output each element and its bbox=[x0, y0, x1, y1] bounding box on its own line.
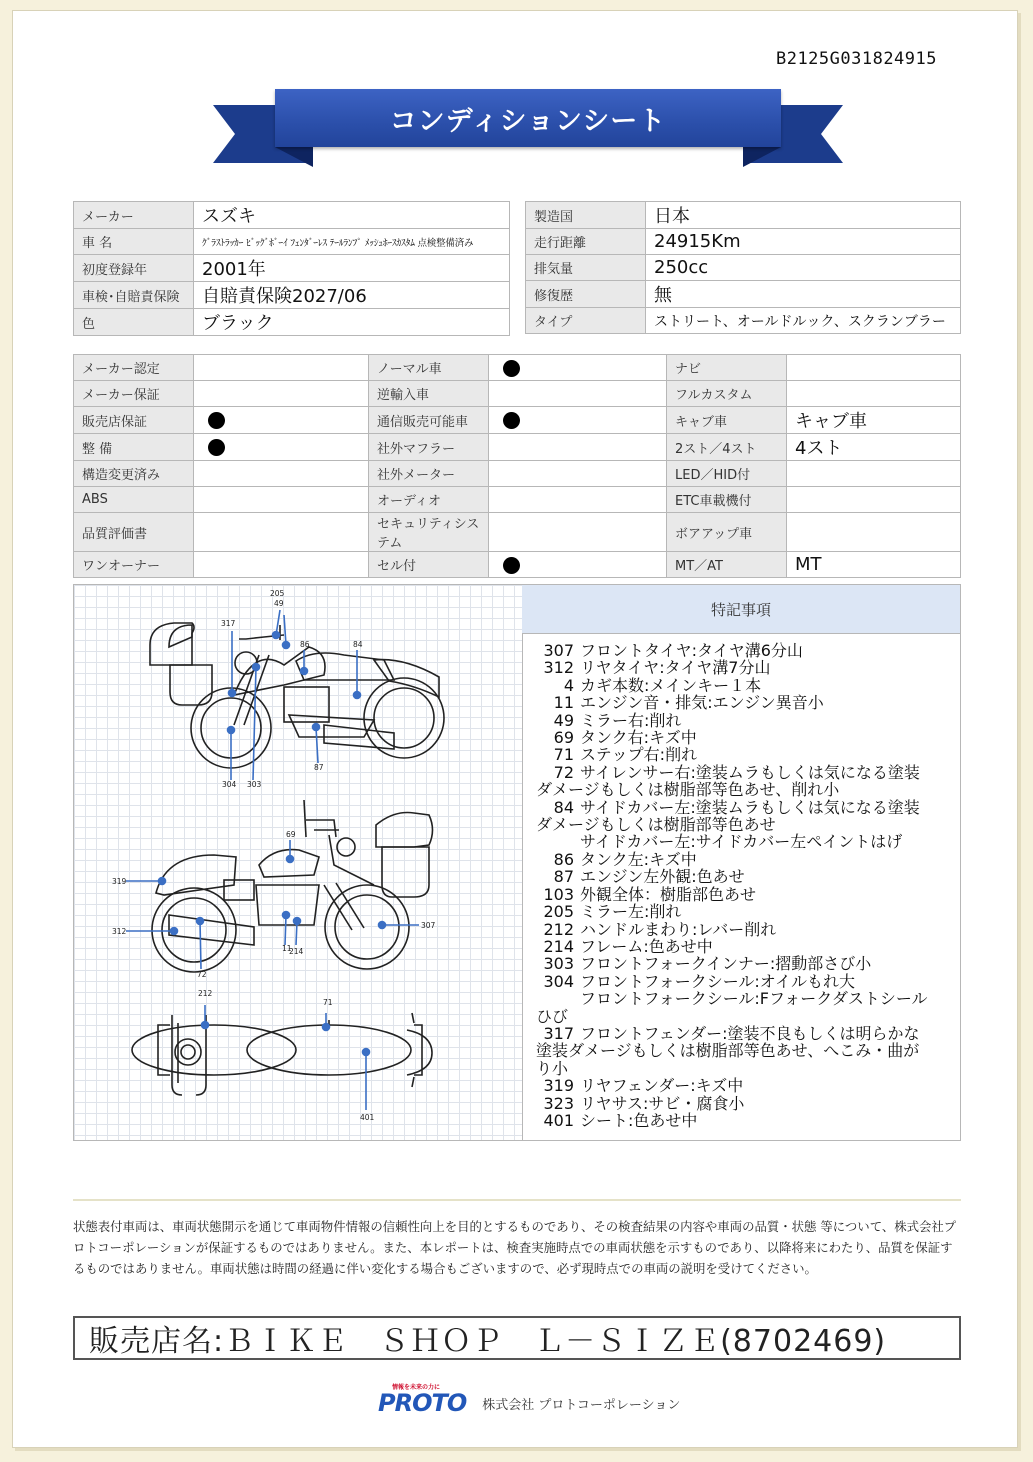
feature-label: ABS bbox=[74, 487, 194, 513]
note-item bbox=[536, 921, 952, 938]
note-text: タンク左:キズ中 bbox=[580, 849, 697, 869]
note-number: 4 bbox=[563, 675, 574, 695]
feature-value bbox=[489, 513, 667, 552]
feature-label: ワンオーナー bbox=[74, 552, 194, 578]
diagram-label-307: 307 bbox=[421, 921, 436, 930]
diagram-label-401: 401 bbox=[360, 1113, 375, 1122]
info-value: 250cc bbox=[646, 255, 961, 281]
notes-heading: 特記事項 bbox=[522, 585, 960, 634]
info-value: 日本 bbox=[646, 202, 961, 229]
note-text: カギ本数:メインキー１本 bbox=[580, 675, 762, 695]
note-text: タンク右:キズ中 bbox=[580, 728, 697, 748]
feature-value bbox=[194, 355, 369, 381]
diagram-label-317: 317 bbox=[221, 619, 236, 628]
note-text: フロントフォークシール:Fフォークダストシール bbox=[580, 989, 928, 1009]
diagram-label-69: 69 bbox=[286, 830, 296, 839]
shop-name: 販売店名:ＢＩＫＥ ＳＨＯＰ Ｌ－ＳＩＺＥ(8702469) bbox=[73, 1316, 961, 1360]
feature-label: LED／HID付 bbox=[667, 461, 787, 487]
info-value: ブラック bbox=[194, 309, 510, 336]
diagram-label-84: 84 bbox=[353, 640, 363, 649]
note-text: サイレンサー右:塗装ムラもしくは気になる塗装 bbox=[580, 762, 920, 782]
diagram-label-49: 49 bbox=[274, 599, 284, 608]
feature-value bbox=[787, 355, 961, 381]
note-item bbox=[536, 677, 952, 694]
note-item bbox=[536, 1112, 952, 1129]
proto-logo: 情報を未来の力に PROTO bbox=[378, 1384, 467, 1417]
info-row bbox=[526, 255, 961, 281]
feature-row bbox=[74, 461, 961, 487]
info-value: 無 bbox=[646, 281, 961, 308]
document-id: B2125G031824915 bbox=[775, 49, 937, 69]
info-label: 初度登録年 bbox=[74, 255, 194, 282]
feature-label: 品質評価書 bbox=[74, 513, 194, 552]
note-item bbox=[536, 1060, 952, 1077]
feature-label: オーディオ bbox=[369, 487, 489, 513]
check-dot-icon bbox=[503, 557, 520, 574]
note-item bbox=[536, 1008, 952, 1025]
diagram-label-212: 212 bbox=[198, 989, 213, 998]
note-text: リヤフェンダー:キズ中 bbox=[580, 1076, 744, 1096]
feature-value bbox=[194, 513, 369, 552]
note-item bbox=[536, 1095, 952, 1112]
note-item bbox=[536, 1042, 952, 1059]
info-value: ｸﾞﾗｽﾄﾗｯｶｰ ﾋﾞｯｸﾞﾎﾞｰｲ ﾌｪﾝﾀﾞｰﾚｽ ﾃｰﾙﾗﾝﾌﾟ ﾒｯｼｭﾎｰｽｶｽﾀﾑ 点検整備済み bbox=[194, 229, 510, 255]
info-label: 修復歴 bbox=[526, 281, 646, 308]
note-item bbox=[536, 990, 952, 1007]
info-row bbox=[526, 202, 961, 229]
note-item bbox=[536, 868, 952, 885]
note-number bbox=[536, 833, 580, 850]
info-value: ストリート、オールドルック、スクランブラー bbox=[646, 308, 961, 334]
check-dot-icon bbox=[503, 360, 520, 377]
diagram-label-86: 86 bbox=[300, 640, 310, 649]
diagram-label-71: 71 bbox=[323, 998, 333, 1007]
note-number: 312 bbox=[543, 658, 574, 678]
note-item bbox=[536, 938, 952, 955]
info-row bbox=[74, 255, 510, 282]
basic-info-left bbox=[73, 201, 510, 336]
note-text: り小 bbox=[536, 1058, 569, 1078]
note-item bbox=[536, 764, 952, 781]
disclaimer: 状態表付車両は、車両状態開示を通じて車両物件情報の信頼性向上を目的とするものであり、その検査結果の内容や車両の品質・状態 等について、株式会社プロトコーポレーションが保証するものではありません。また、本レポートは、検査実施時点での車両状態を示すものであり、以降将来にわたり、品質を保証するものではありません。車両状態は時間の経過に伴い変化する場合もございますので、必ず現時点での車両の説明を受けてください。 bbox=[73, 1219, 957, 1276]
note-text: フロントフェンダー:塗装不良もしくは明らかな bbox=[580, 1023, 920, 1043]
note-item bbox=[536, 729, 952, 746]
note-text: ハンドルまわり:レバー削れ bbox=[580, 919, 777, 939]
note-text: リヤサス:サビ・腐食小 bbox=[580, 1093, 745, 1113]
feature-value bbox=[194, 407, 369, 434]
feature-value bbox=[787, 461, 961, 487]
note-number: 401 bbox=[543, 1110, 574, 1130]
diagram-label-205: 205 bbox=[270, 589, 285, 598]
info-row bbox=[74, 229, 510, 255]
info-row bbox=[526, 308, 961, 334]
feature-label: 社外メーター bbox=[369, 461, 489, 487]
feature-label: MT／AT bbox=[667, 552, 787, 578]
feature-label: セキュリティシステム bbox=[369, 513, 489, 552]
feature-label: 整 備 bbox=[74, 434, 194, 461]
note-text: ダメージもしくは樹脂部等色あせ、削れ小 bbox=[536, 780, 840, 800]
feature-label: ボアアップ車 bbox=[667, 513, 787, 552]
note-text: ミラー右:削れ bbox=[580, 710, 682, 730]
note-number: 84 bbox=[553, 797, 574, 817]
note-item bbox=[536, 903, 952, 920]
feature-row bbox=[74, 434, 961, 461]
feature-row bbox=[74, 487, 961, 513]
divider bbox=[73, 1199, 961, 1201]
info-value: スズキ bbox=[194, 202, 510, 229]
feature-label: フルカスタム bbox=[667, 381, 787, 407]
feature-row bbox=[74, 381, 961, 407]
check-dot-icon bbox=[208, 439, 225, 456]
note-text: フロントタイヤ:タイヤ溝6分山 bbox=[580, 641, 803, 660]
note-item bbox=[536, 1025, 952, 1042]
note-text: エンジン左外観:色あせ bbox=[580, 867, 745, 887]
note-text: サイドカバー左:サイドカバー左ペイントはげ bbox=[580, 832, 903, 852]
info-label: 走行距離 bbox=[526, 229, 646, 255]
note-item bbox=[536, 1077, 952, 1094]
info-label: タイプ bbox=[526, 308, 646, 334]
note-number: 319 bbox=[543, 1076, 574, 1096]
feature-label: 逆輸入車 bbox=[369, 381, 489, 407]
feature-value bbox=[489, 461, 667, 487]
feature-value bbox=[489, 381, 667, 407]
info-label: 車検･自賠責保険 bbox=[74, 282, 194, 309]
note-item bbox=[536, 955, 952, 972]
note-text: フロントフォークインナー:摺動部さび小 bbox=[580, 954, 872, 974]
info-label: 色 bbox=[74, 309, 194, 336]
note-text: ひび bbox=[536, 1006, 569, 1026]
diagram-label-72: 72 bbox=[197, 970, 207, 979]
info-row bbox=[74, 202, 510, 229]
note-number: 103 bbox=[543, 884, 574, 904]
feature-label: 通信販売可能車 bbox=[369, 407, 489, 434]
diagram-label-304: 304 bbox=[222, 780, 237, 789]
feature-value bbox=[489, 434, 667, 461]
note-text: サイドカバー左:塗装ムラもしくは気になる塗装 bbox=[580, 797, 920, 817]
logo-tagline: 情報を未来の力に bbox=[392, 1384, 441, 1391]
info-row bbox=[526, 229, 961, 255]
note-item bbox=[536, 712, 952, 729]
note-number: 205 bbox=[543, 902, 574, 922]
feature-value bbox=[787, 381, 961, 407]
note-text: シート:色あせ中 bbox=[580, 1110, 698, 1130]
note-text: フレーム:色あせ中 bbox=[580, 936, 713, 956]
note-item bbox=[536, 642, 952, 659]
feature-value bbox=[489, 552, 667, 578]
note-number bbox=[536, 990, 580, 1007]
note-number: 11 bbox=[553, 693, 574, 713]
title-ribbon bbox=[213, 83, 843, 175]
feature-value bbox=[489, 407, 667, 434]
info-label: 車 名 bbox=[74, 229, 194, 255]
feature-row bbox=[74, 513, 961, 552]
feature-row bbox=[74, 552, 961, 578]
diagram-label-319: 319 bbox=[112, 877, 127, 886]
diagram-label-214: 214 bbox=[289, 947, 304, 956]
feature-label: 構造変更済み bbox=[74, 461, 194, 487]
feature-label: 販売店保証 bbox=[74, 407, 194, 434]
note-item bbox=[536, 781, 952, 798]
condition-sheet bbox=[12, 10, 1018, 1448]
note-number: 49 bbox=[553, 710, 574, 730]
note-item bbox=[536, 799, 952, 816]
motorcycle-diagram bbox=[74, 585, 522, 1140]
note-number: 69 bbox=[553, 728, 574, 748]
note-text: フロントフォークシール:オイルもれ大 bbox=[580, 971, 855, 991]
info-label: 排気量 bbox=[526, 255, 646, 281]
feature-value bbox=[194, 461, 369, 487]
info-value: 自賠責保険2027/06 bbox=[194, 282, 510, 309]
note-item bbox=[536, 886, 952, 903]
feature-value bbox=[787, 487, 961, 513]
info-row bbox=[74, 282, 510, 309]
note-text: リヤタイヤ:タイヤ溝7分山 bbox=[580, 658, 771, 678]
feature-label: セル付 bbox=[369, 552, 489, 578]
note-text: エンジン音・排気:エンジン異音小 bbox=[580, 693, 824, 713]
info-label: 製造国 bbox=[526, 202, 646, 229]
diagram-label-312: 312 bbox=[112, 927, 127, 936]
notes-panel bbox=[522, 584, 961, 1141]
info-value: 2001年 bbox=[194, 255, 510, 282]
check-dot-icon bbox=[208, 412, 225, 429]
feature-value: MT bbox=[787, 552, 961, 578]
feature-label: 社外マフラー bbox=[369, 434, 489, 461]
note-number: 323 bbox=[543, 1093, 574, 1113]
diagram-label-87: 87 bbox=[314, 763, 324, 772]
feature-label: メーカー保証 bbox=[74, 381, 194, 407]
note-item bbox=[536, 816, 952, 833]
feature-row bbox=[74, 355, 961, 381]
feature-label: ナビ bbox=[667, 355, 787, 381]
feature-value bbox=[489, 487, 667, 513]
basic-info-right bbox=[525, 201, 961, 334]
note-number: 317 bbox=[543, 1023, 574, 1043]
info-row bbox=[74, 309, 510, 336]
feature-label: メーカー認定 bbox=[74, 355, 194, 381]
notes-list bbox=[522, 634, 960, 1129]
damage-diagram bbox=[73, 584, 523, 1141]
note-number: 212 bbox=[543, 919, 574, 939]
feature-value bbox=[194, 552, 369, 578]
note-number: 214 bbox=[543, 936, 574, 956]
diagram-label-303: 303 bbox=[247, 780, 262, 789]
info-row bbox=[526, 281, 961, 308]
note-text: 外観全体：樹脂部色あせ bbox=[580, 884, 757, 904]
note-item bbox=[536, 851, 952, 868]
feature-value: 4スト bbox=[787, 434, 961, 461]
check-dot-icon bbox=[503, 412, 520, 429]
note-number: 304 bbox=[543, 971, 574, 991]
note-number: 72 bbox=[553, 762, 574, 782]
note-number: 86 bbox=[553, 849, 574, 869]
page-title: コンディションシート bbox=[275, 89, 781, 147]
feature-label: 2スト／4スト bbox=[667, 434, 787, 461]
note-item bbox=[536, 694, 952, 711]
note-item bbox=[536, 973, 952, 990]
note-item bbox=[536, 659, 952, 676]
company-name: 株式会社 プロトコーポレーション bbox=[482, 1397, 681, 1413]
note-text: ダメージもしくは樹脂部等色あせ bbox=[536, 815, 776, 835]
note-number: 307 bbox=[543, 641, 574, 660]
feature-value bbox=[194, 487, 369, 513]
note-number: 87 bbox=[553, 867, 574, 887]
note-text: ミラー左:削れ bbox=[580, 902, 682, 922]
feature-table bbox=[73, 354, 961, 578]
note-text: 塗装ダメージもしくは樹脂部等色あせ、へこみ・曲が bbox=[536, 1041, 920, 1061]
note-number: 303 bbox=[543, 954, 574, 974]
feature-label: ETC車載機付 bbox=[667, 487, 787, 513]
feature-label: キャブ車 bbox=[667, 407, 787, 434]
feature-value bbox=[194, 434, 369, 461]
feature-value bbox=[489, 355, 667, 381]
feature-label: ノーマル車 bbox=[369, 355, 489, 381]
note-item bbox=[536, 746, 952, 763]
footer bbox=[378, 1384, 681, 1417]
feature-value bbox=[194, 381, 369, 407]
note-item bbox=[536, 833, 952, 850]
info-label: メーカー bbox=[74, 202, 194, 229]
feature-value bbox=[787, 513, 961, 552]
note-number: 71 bbox=[553, 745, 574, 765]
diagram-labels bbox=[112, 589, 436, 1122]
feature-row bbox=[74, 407, 961, 434]
diagram-label-11: 11 bbox=[282, 944, 292, 953]
note-text: ステップ右:削れ bbox=[580, 745, 698, 765]
info-value: 24915Km bbox=[646, 229, 961, 255]
feature-value: キャブ車 bbox=[787, 407, 961, 434]
